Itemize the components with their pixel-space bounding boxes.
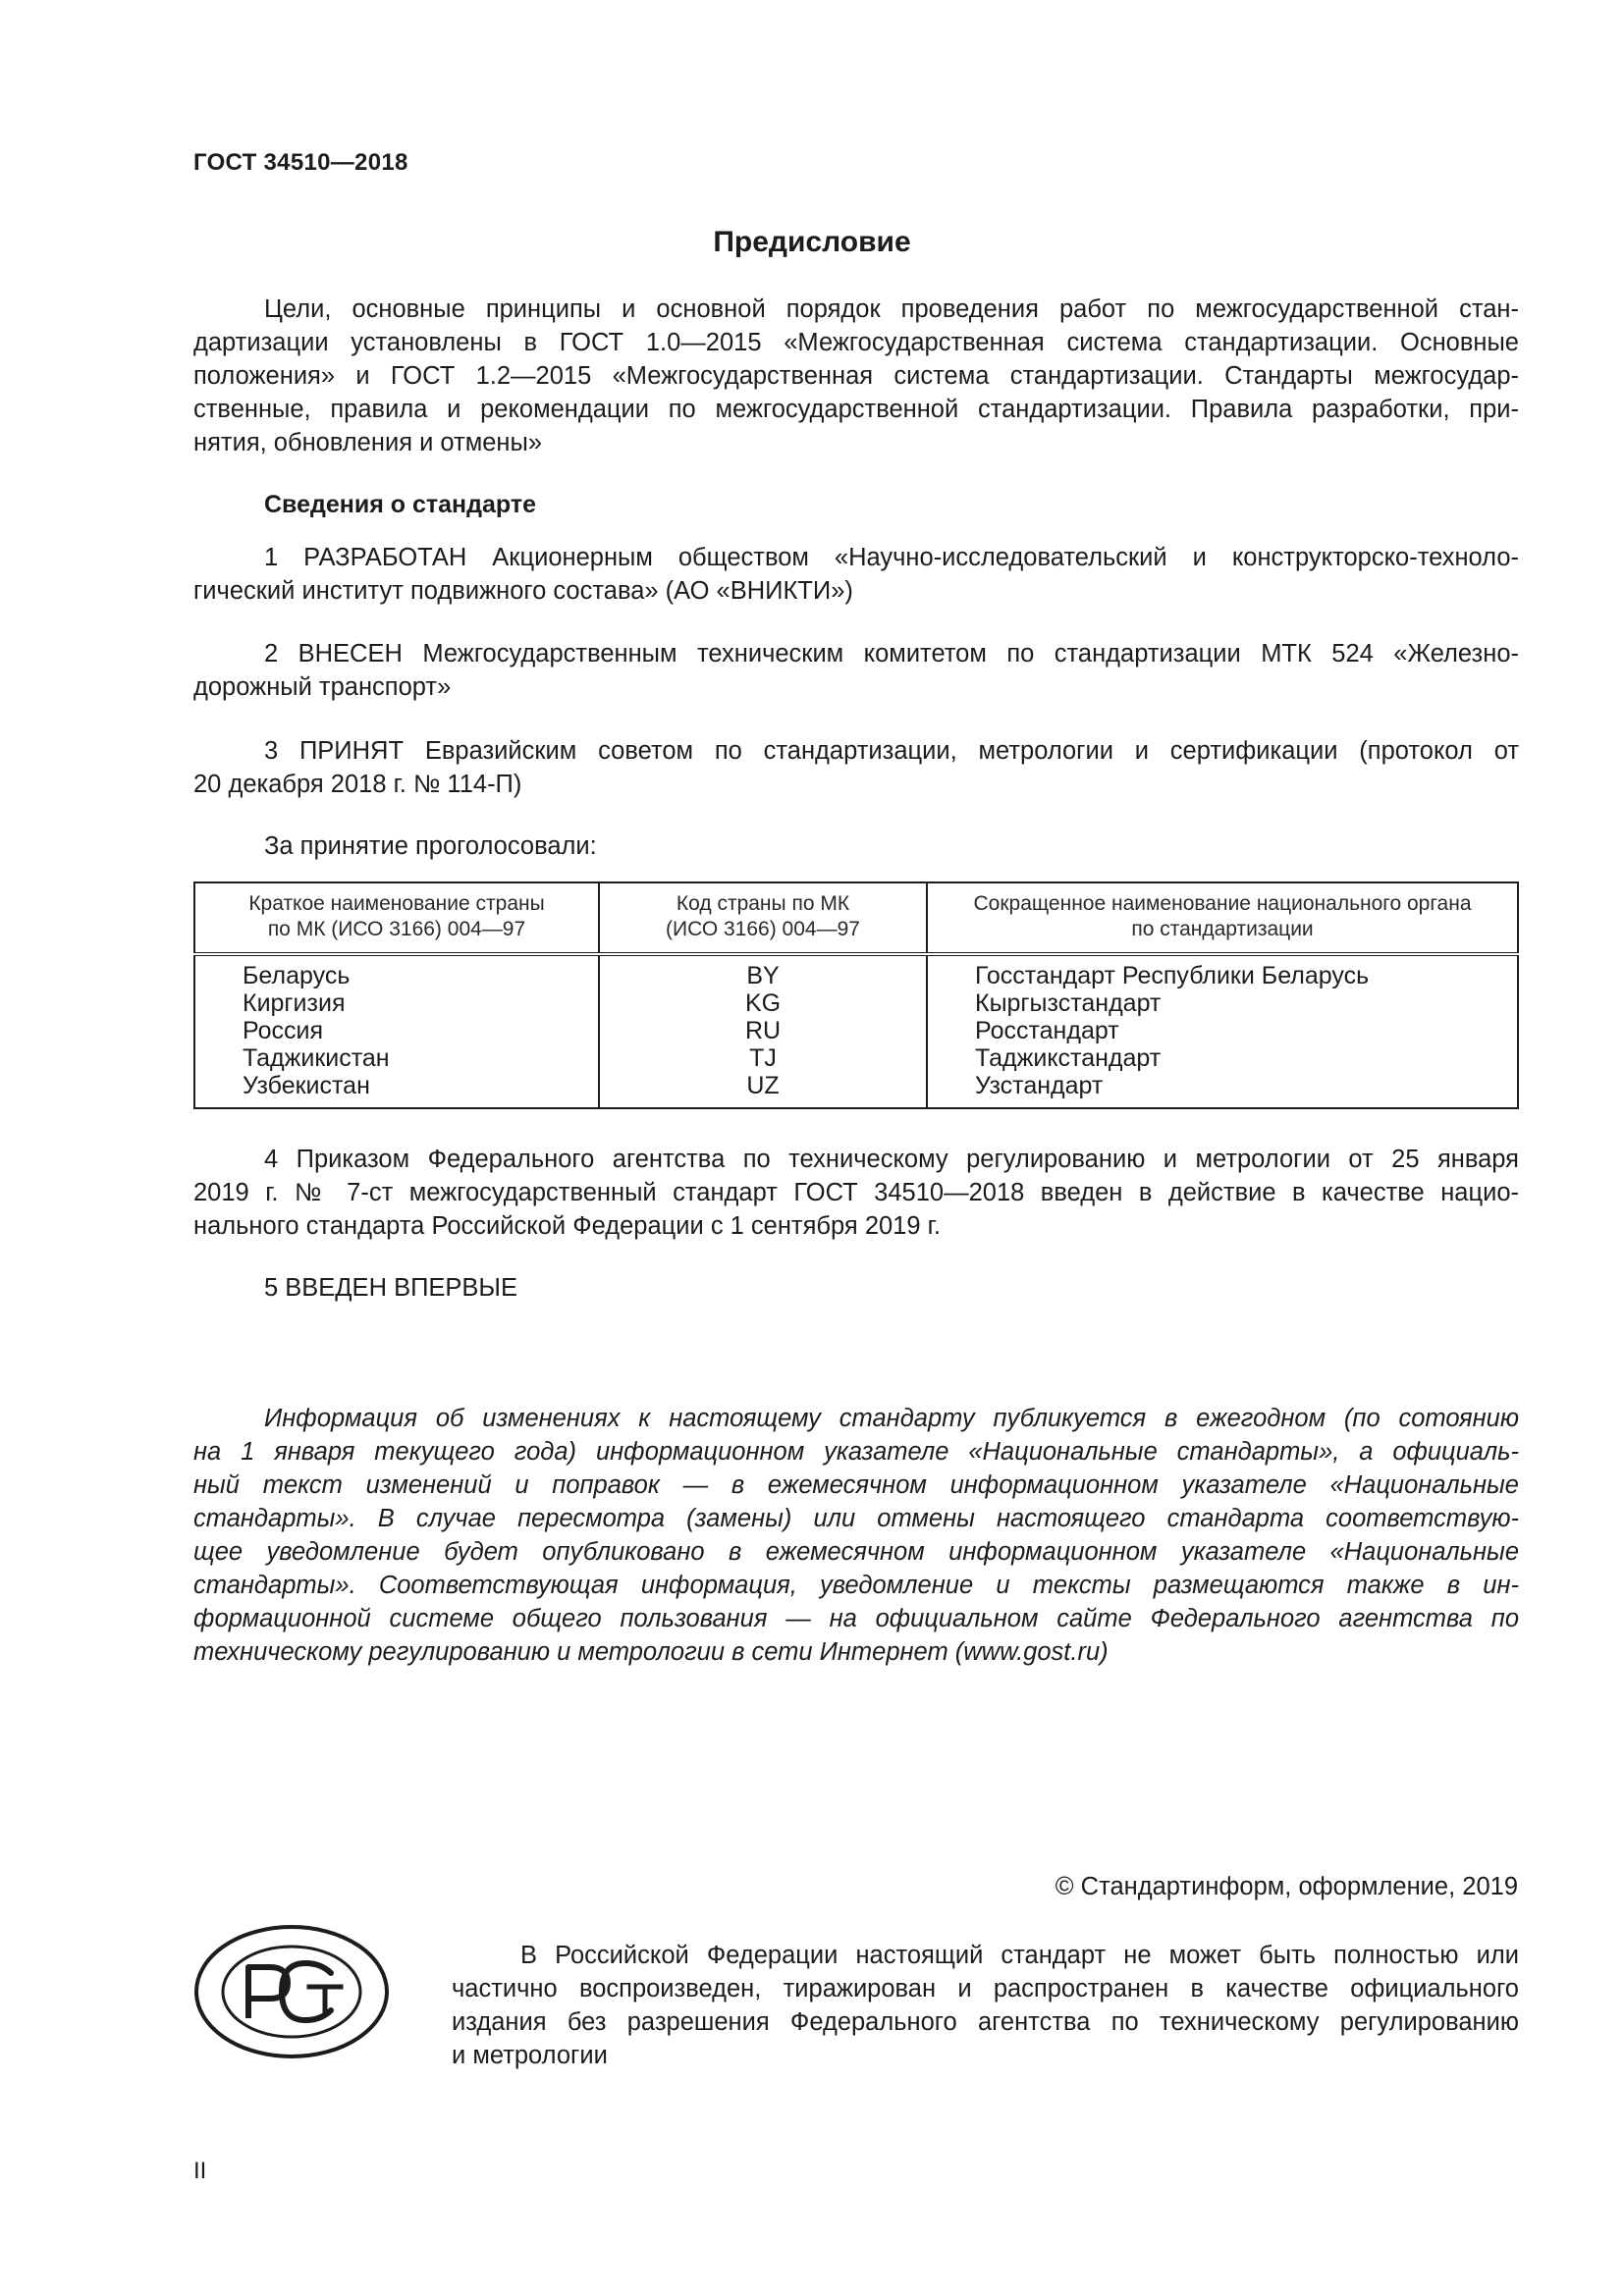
text-line: 4 Приказом Федерального агентства по техническому регулированию и метрологии от 25 января bbox=[264, 1146, 1519, 1173]
copyright-notice: © Стандартинформ, оформление, 2019 bbox=[1055, 1873, 1518, 1900]
standards-body: Таджикстандарт bbox=[975, 1044, 1162, 1072]
country-name: Таджикистан bbox=[243, 1044, 390, 1072]
text-line: положения» и ГОСТ 1.2—2015 «Межгосударственная система стандартизации. Стандарты межгосудар- bbox=[193, 362, 1519, 390]
country-code: BY bbox=[746, 962, 780, 989]
section-subheading: Сведения о стандарте bbox=[264, 491, 537, 518]
country-code: KG bbox=[744, 989, 782, 1017]
text-line: дартизации установлены в ГОСТ 1.0—2015 «Межгосударственная система стандартизации. Основные bbox=[193, 329, 1519, 356]
standards-body: Госстандарт Республики Беларусь bbox=[975, 962, 1370, 989]
page-title: Предисловие bbox=[713, 226, 911, 258]
text-line: 2019 г. № 7-ст межгосударственный стандарт ГОСТ 34510—2018 введен в действие в качестве нацио- bbox=[193, 1179, 1519, 1206]
text-line: стандарты». Соответствующая информация, уведомление и тексты размещаются также в ин- bbox=[193, 1572, 1519, 1599]
text-line: ственные, правила и рекомендации по межгосударственной стандартизации. Правила разработки, при- bbox=[193, 396, 1519, 423]
text-line: и метрологии bbox=[452, 2042, 608, 2069]
voting-countries-table bbox=[193, 881, 1519, 1109]
country-code: UZ bbox=[746, 1072, 780, 1099]
country-name: Россия bbox=[243, 1017, 323, 1044]
country-name: Узбекистан bbox=[243, 1072, 370, 1099]
document-id-header: ГОСТ 34510—2018 bbox=[193, 149, 408, 176]
standards-body: Кыргызстандарт bbox=[975, 989, 1162, 1017]
item-first-introduced bbox=[193, 1271, 1519, 1305]
text-line: техническому регулированию и метрологии в сети Интернет (www.gost.ru) bbox=[193, 1638, 1109, 1666]
text-line: нятия, обновления и отмены» bbox=[193, 429, 543, 456]
text-line: 5 ВВЕДЕН ВПЕРВЫЕ bbox=[264, 1274, 518, 1302]
text-line: Цели, основные принципы и основной порядок проведения работ по межгосударственной стан- bbox=[264, 295, 1519, 323]
text-line: дорожный транспорт» bbox=[193, 673, 452, 701]
text-line: формационной системе общего пользования — на официальном сайте Федерального агентства по bbox=[193, 1605, 1519, 1632]
table-header-row bbox=[194, 882, 1518, 954]
text-line: 3 ПРИНЯТ Евразийским советом по стандартизации, метрологии и сертификации (протокол от bbox=[264, 737, 1519, 765]
item-enacted bbox=[193, 1143, 1519, 1243]
gost-r-certification-logo-icon bbox=[193, 1924, 390, 2059]
standards-body: Росстандарт bbox=[975, 1017, 1119, 1044]
country-column bbox=[194, 954, 599, 1108]
intro-paragraph bbox=[193, 293, 1519, 459]
item-adopted bbox=[193, 734, 1519, 801]
text-line: 1 РАЗРАБОТАН Акционерным обществом «Научно-исследовательский и конструкторско-техноло- bbox=[264, 544, 1519, 571]
text-line: Информация об изменениях к настоящему стандарту публикуется в ежегодном (по сотоянию bbox=[264, 1405, 1519, 1432]
column-header-body: Сокращенное наименование национального органа по стандартизации bbox=[927, 882, 1518, 954]
text-line: на 1 января текущего года) информационном указателе «Национальные стандарты», а официаль- bbox=[193, 1438, 1519, 1466]
text-line: издания без разрешения Федерального агентства по техническому регулированию bbox=[452, 2008, 1519, 2036]
country-code: RU bbox=[744, 1017, 782, 1044]
table-body-row bbox=[194, 954, 1518, 1108]
text-line: ный текст изменений и поправок — в ежемесячном информационном указателе «Национальные bbox=[193, 1471, 1519, 1499]
item-developed bbox=[193, 541, 1519, 608]
text-line: частично воспроизведен, тиражирован и распространен в качестве официального bbox=[452, 1975, 1519, 2002]
text-line: 20 декабря 2018 г. № 114-П) bbox=[193, 771, 522, 798]
amendments-info-paragraph bbox=[193, 1402, 1519, 1669]
column-header-country: Краткое наименование страны по МК (ИСО 3166) 004—97 bbox=[194, 882, 599, 954]
page-number: II bbox=[193, 2158, 207, 2184]
country-name: Беларусь bbox=[243, 962, 351, 989]
reproduction-rights-notice bbox=[452, 1939, 1519, 2072]
text-line: В Российской Федерации настоящий стандарт не может быть полностью или bbox=[520, 1942, 1519, 1969]
code-column bbox=[599, 954, 927, 1108]
text-line: стандарты». В случае пересмотра (замены) или отмены настоящего стандарта соответствую- bbox=[193, 1505, 1519, 1532]
country-name: Киргизия bbox=[243, 989, 346, 1017]
text-line: гический институт подвижного состава» (АО «ВНИКТИ») bbox=[193, 577, 853, 605]
column-header-code: Код страны по МК (ИСО 3166) 004—97 bbox=[599, 882, 927, 954]
text-line: щее уведомление будет опубликовано в ежемесячном информационном указателе «Национальные bbox=[193, 1538, 1519, 1566]
item-introduced bbox=[193, 637, 1519, 704]
country-code: TJ bbox=[749, 1044, 777, 1072]
body-column bbox=[927, 954, 1518, 1108]
voted-label: За принятие проголосовали: bbox=[264, 832, 597, 860]
text-line: 2 ВНЕСЕН Межгосударственным техническим комитетом по стандартизации МТК 524 «Железно- bbox=[264, 640, 1519, 667]
standards-body: Узстандарт bbox=[975, 1072, 1104, 1099]
text-line: нального стандарта Российской Федерации с 1 сентября 2019 г. bbox=[193, 1212, 941, 1240]
